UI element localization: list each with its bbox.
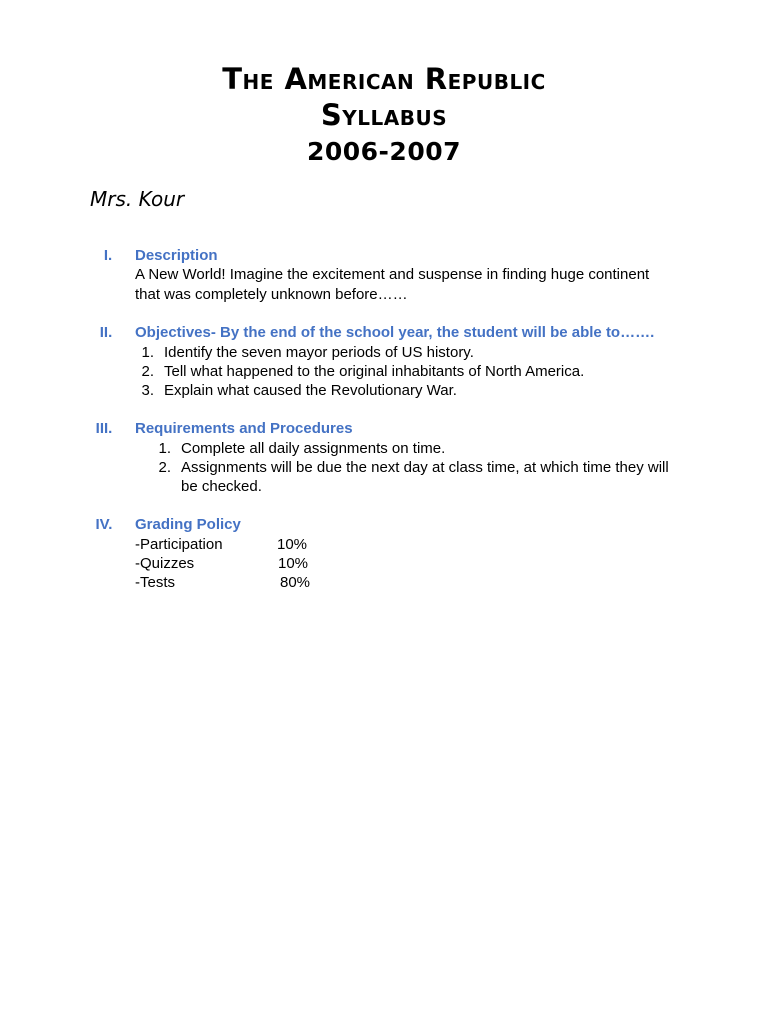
requirement-item	[0, 439, 768, 458]
objective-item-number: 2.	[141, 363, 154, 380]
section-4-numeral: IV.	[95, 516, 113, 533]
section-1-heading: Description	[135, 247, 218, 264]
requirement-item-number: 2.	[158, 459, 171, 476]
section-3-heading: Requirements and Procedures	[135, 420, 353, 437]
grade-label: -Quizzes	[135, 555, 195, 572]
requirement-item-continuation: be checked.	[181, 478, 262, 495]
requirement-item	[0, 458, 768, 477]
grade-value: 10%	[277, 536, 308, 553]
section-2-heading: Objectives- By the end of the school year, the student will be able to…….	[135, 324, 655, 341]
title-line-2: Syllabus	[320, 98, 448, 132]
objective-item-number: 1.	[141, 344, 154, 361]
objective-item	[0, 381, 768, 400]
grade-value: 80%	[280, 574, 311, 591]
section-4-heading: Grading Policy	[135, 516, 241, 533]
requirement-item-text: Complete all daily assignments on time.	[181, 440, 446, 457]
description-line-2: that was completely unknown before……	[135, 286, 408, 303]
section-1-numeral: I.	[103, 247, 113, 264]
objective-item	[0, 362, 768, 381]
objective-item	[0, 343, 768, 362]
grade-label: -Participation	[135, 536, 223, 553]
requirement-item-number: 1.	[158, 440, 171, 457]
title-line-1: The American Republic	[222, 62, 546, 96]
school-year: 2006-2007	[306, 137, 462, 166]
objective-item-text: Identify the seven mayor periods of US history.	[164, 344, 474, 361]
objective-item-text: Tell what happened to the original inhabitants of North America.	[164, 363, 585, 380]
section-3-numeral: III.	[95, 420, 113, 437]
requirement-item-text: Assignments will be due the next day at class time, at which time they will	[181, 459, 669, 476]
grade-value: 10%	[278, 555, 309, 572]
grade-label: -Tests	[135, 574, 176, 591]
objective-item-number: 3.	[141, 382, 154, 399]
teacher-name: Mrs. Kour	[90, 187, 185, 211]
objective-item-text: Explain what caused the Revolutionary War.	[164, 382, 457, 399]
description-line-1: A New World! Imagine the excitement and suspense in finding huge continent	[135, 266, 650, 283]
section-2-numeral: II.	[99, 324, 113, 341]
